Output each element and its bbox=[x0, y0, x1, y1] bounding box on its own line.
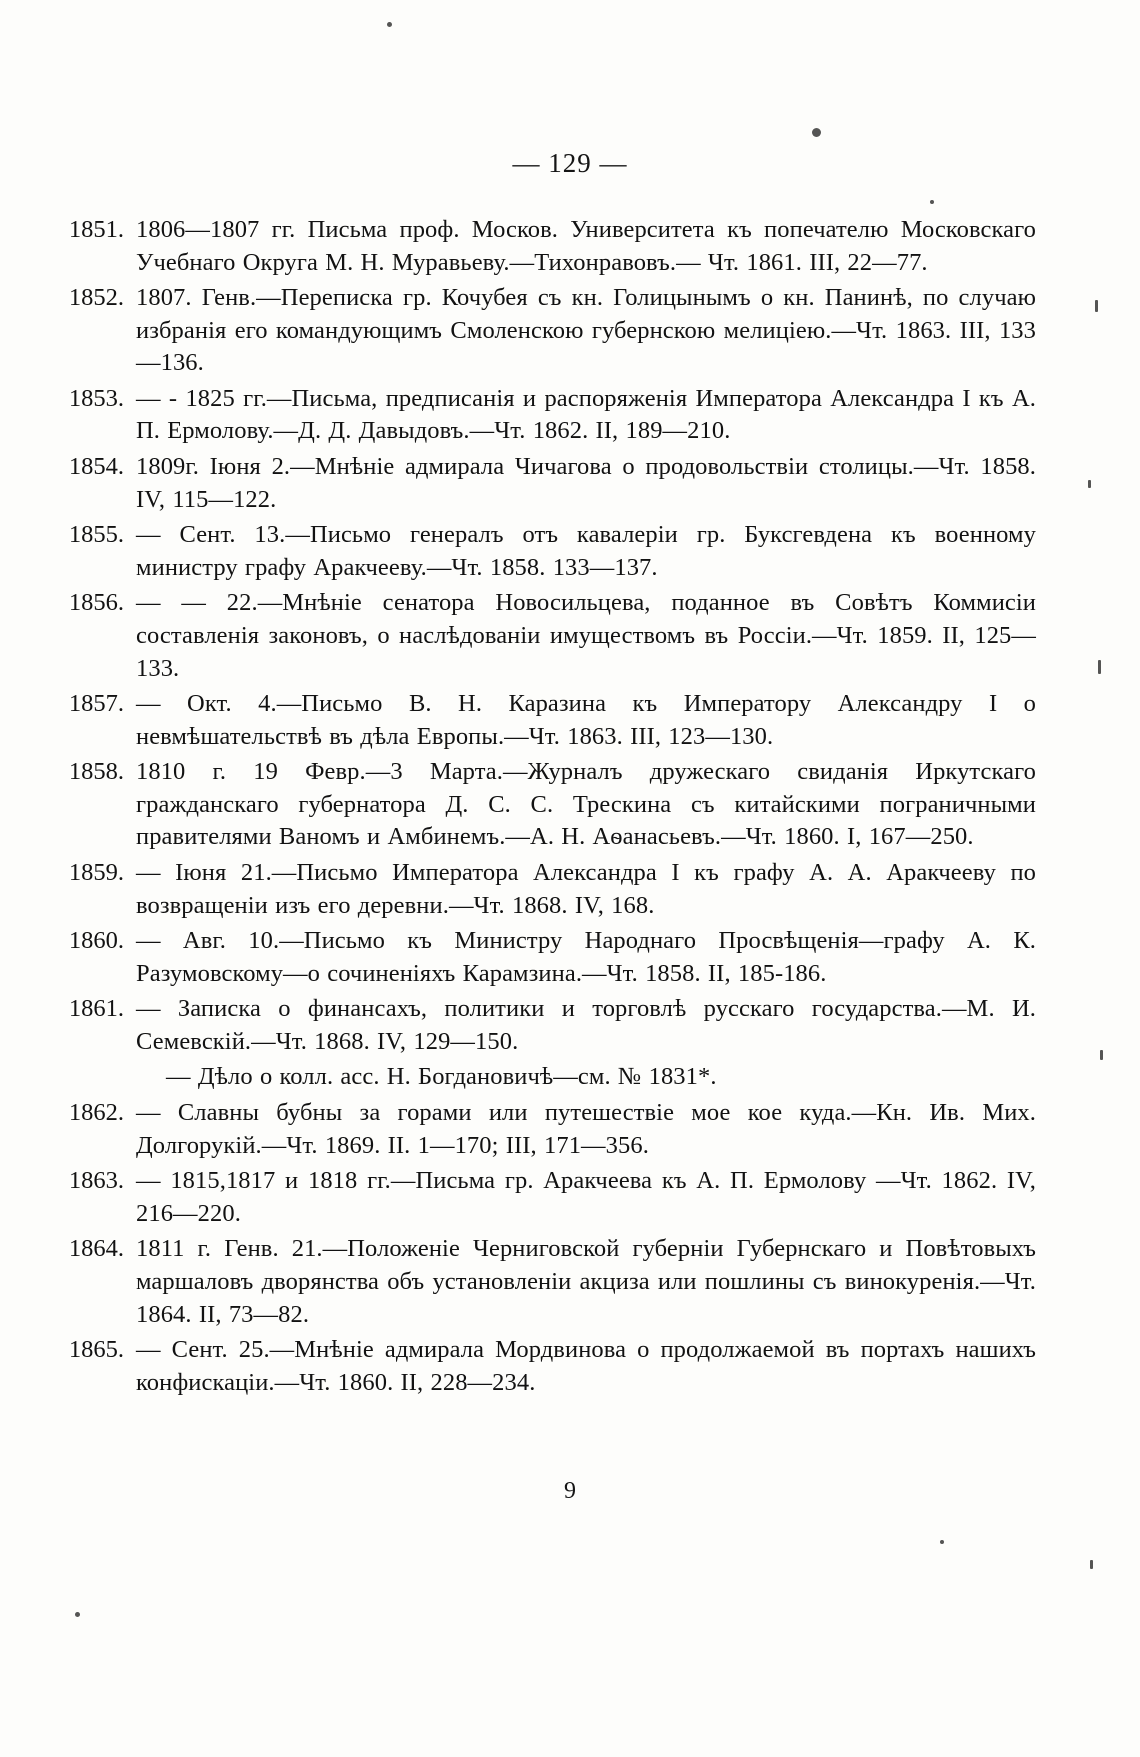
list-item bbox=[36, 383, 1036, 448]
entry-text: — Сент. 13.—Письмо генералъ отъ кавалеріи гр. Буксгевдена къ военному министру графу Аракчееву.—Чт. 1858. 133—137. bbox=[136, 521, 1036, 581]
entry-number: 1860. bbox=[68, 927, 124, 955]
entry-text: 1806—1807 гг. Письма проф. Москов. Университета къ попечателю Московскаго Учебнаго Округа М. Н. Муравьеву.—Тихонравовъ.— Чт. 1861. III, 22—77. bbox=[136, 216, 1036, 276]
entry-text: — Дѣло о колл. асс. Н. Богдановичѣ—см. № 1831*. bbox=[166, 1063, 717, 1091]
entry-number: 1864. bbox=[68, 1235, 124, 1263]
list-item bbox=[36, 451, 1036, 516]
entry-text: — Сент. 25.—Мнѣніе адмирала Мордвинова о продолжаемой въ портахъ нашихъ конфискаціи.—Чт. 1860. II, 228—234. bbox=[136, 1336, 1036, 1396]
entry-text: — — 22.—Мнѣніе сенатора Новосильцева, поданное въ Совѣтъ Коммисіи составленія законовъ, о наслѣдованіи имуществомъ въ Россіи.—Чт. 1859. II, 125—133. bbox=[136, 589, 1036, 682]
list-item bbox=[36, 993, 1036, 1058]
page-footer-number: 9 bbox=[564, 1478, 576, 1504]
entry-number: 1854. bbox=[68, 453, 124, 481]
list-item bbox=[36, 214, 1036, 279]
scan-artifact bbox=[1088, 480, 1091, 488]
page-header-number: — 129 — bbox=[512, 148, 628, 178]
bibliography-list bbox=[36, 214, 1036, 1402]
scan-artifact bbox=[1100, 1050, 1103, 1060]
list-item bbox=[36, 1233, 1036, 1331]
entry-text: 1810 г. 19 Февр.—3 Марта.—Журналъ дружескаго свиданія Иркутскаго гражданскаго губернатора Д. С. С. Трескина съ китайскими пограничными правителями Ваномъ и Амбинемъ.—А. Н. Аѳанасьевъ.—Чт. 1860. I, 167—250. bbox=[136, 758, 1036, 851]
scan-artifact bbox=[940, 1540, 944, 1544]
scan-artifact bbox=[812, 128, 821, 137]
entry-number: 1855. bbox=[68, 521, 124, 549]
entry-number: 1865. bbox=[68, 1336, 124, 1364]
list-item bbox=[36, 1097, 1036, 1162]
entry-text: — - 1825 гг.—Письма, предписанія и распоряженія Императора Александра I къ А. П. Ермолову.—Д. Д. Давыдовъ.—Чт. 1862. II, 189—210. bbox=[136, 384, 1036, 445]
list-item bbox=[36, 1165, 1036, 1230]
entry-text: — Записка о финансахъ, политики и торговлѣ русскаго государства.—М. И. Семевскій.—Чт. 1868. IV, 129—150. bbox=[136, 995, 1036, 1055]
scan-artifact bbox=[387, 22, 392, 27]
entry-text: — Іюня 21.—Письмо Императора Александра I къ графу А. А. Аракчееву по возвращеніи изъ его деревни.—Чт. 1868. IV, 168. bbox=[136, 858, 1036, 919]
entry-text: — Авг. 10.—Письмо къ Министру Народнаго Просвѣщенія—графу А. К. Разумовскому—о сочиненіяхъ Карамзина.—Чт. 1858. II, 185-186. bbox=[136, 927, 1036, 987]
list-item bbox=[36, 1334, 1036, 1399]
entry-number: 1859. bbox=[68, 858, 124, 886]
list-item bbox=[36, 688, 1036, 753]
entry-number: 1852. bbox=[68, 284, 124, 312]
scan-artifact bbox=[1090, 1560, 1093, 1569]
list-item bbox=[36, 282, 1036, 380]
entry-number: 1858. bbox=[68, 758, 124, 786]
entry-number: 1857. bbox=[68, 690, 124, 718]
list-item bbox=[36, 857, 1036, 922]
list-item bbox=[36, 587, 1036, 685]
entry-text: 1809г. Іюня 2.—Мнѣніе адмирала Чичагова о продовольствіи столицы.—Чт. 1858. IV, 115—122. bbox=[136, 453, 1036, 513]
scan-artifact bbox=[1095, 300, 1098, 312]
entry-text: 1807. Генв.—Переписка гр. Кочубея съ кн. Голицынымъ о кн. Панинѣ, по случаю избранія его командующимъ Смоленскою губернскою мелиціею.—Чт. 1863. III, 133—136. bbox=[136, 284, 1036, 377]
entry-number: 1851. bbox=[68, 216, 124, 243]
entry-number: 1863. bbox=[68, 1167, 124, 1195]
entry-text: — Славны бубны за горами или путешествіе мое кое куда.—Кн. Ив. Мих. Долгорукій.—Чт. 1869. II. 1—170; III, 171—356. bbox=[136, 1099, 1036, 1159]
entry-number: 1861. bbox=[68, 995, 124, 1023]
scan-artifact bbox=[75, 1612, 80, 1617]
list-item bbox=[36, 1061, 1036, 1094]
entry-text: — Окт. 4.—Письмо В. Н. Каразина къ Императору Александру I о невмѣшательствѣ въ дѣла Европы.—Чт. 1863. III, 123—130. bbox=[136, 690, 1036, 750]
entry-number: 1856. bbox=[68, 589, 124, 617]
list-item bbox=[36, 756, 1036, 854]
entry-text: 1811 г. Генв. 21.—Положеніе Черниговской губерніи Губернскаго и Повѣтовыхъ маршаловъ дворянства объ установленіи акциза или пошлины съ винокуренія.—Чт. 1864. II, 73—82. bbox=[136, 1235, 1036, 1328]
list-item bbox=[36, 519, 1036, 584]
entry-number: 1862. bbox=[68, 1099, 124, 1127]
scan-artifact bbox=[1098, 660, 1101, 674]
entry-number: 1853. bbox=[68, 384, 124, 412]
list-item bbox=[36, 925, 1036, 990]
entry-text: — 1815,1817 и 1818 гг.—Письма гр. Аракчеева къ А. П. Ермолову —Чт. 1862. IV, 216—220. bbox=[136, 1167, 1036, 1227]
scan-artifact bbox=[930, 200, 934, 204]
